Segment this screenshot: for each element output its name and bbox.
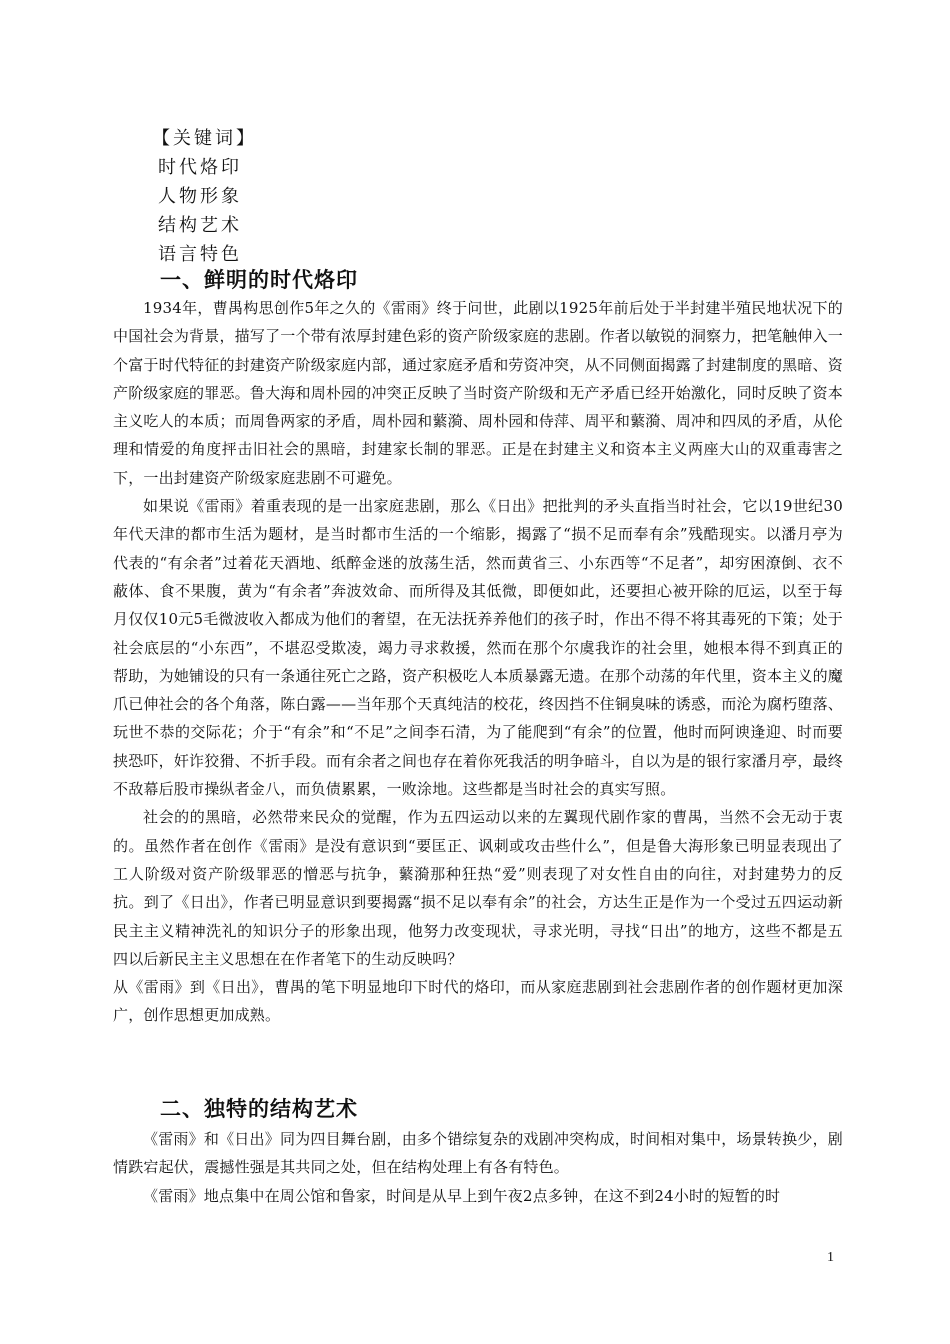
page-number: 1 xyxy=(827,1250,834,1265)
paragraph: 《雷雨》地点集中在周公馆和鲁家，时间是从早上到午夜2点多钟，在这不到24小时的短暂的时 xyxy=(143,1186,781,1205)
paragraph: 从《雷雨》到《日出》，曹禺的笔下明显地印下时代的烙印，而从家庭悲剧到社会悲剧作者的创作题材更加深广，创作思想更加成熟。 xyxy=(113,978,843,1025)
section-heading: 二、独特的结构艺术 xyxy=(160,1097,358,1121)
section-body xyxy=(113,1125,843,1210)
paragraph: 社会的的黑暗，必然带来民众的觉醒，作为五四运动以来的左翼现代剧作家的曹禺，当然不会无动于衷的。虽然作者在创作《雷雨》是没有意识到“要匡正、讽刺或攻击些什么”，但是鲁大海形象已明显表现出了工人阶级对资产阶级罪恶的憎恶与抗争，蘩漪那种狂热“爱”则表现了对女性自由的向往，对封建势力的反抗。到了《日出》，作者已明显意识到要揭露“损不足以奉有余”的社会，方达生正是作为一个受过五四运动新民主主义精神洗礼的知识分子的形象出现，他努力改变现状，寻求光明，寻找“日出”的地方，这些不都是五四以后新民主主义思想在在作者笔下的生动反映吗？ xyxy=(113,808,843,968)
keyword-item: 时代烙印 xyxy=(158,157,242,178)
keywords-heading: 【关键词】 xyxy=(152,128,257,149)
section-body xyxy=(113,294,843,1030)
section-heading: 一、鲜明的时代烙印 xyxy=(160,268,358,292)
paragraph: 1934年，曹禺构思创作5年之久的《雷雨》终于问世，此剧以1925年前后处于半封建半殖民地状况下的中国社会为背景，描写了一个带有浓厚封建色彩的资产阶级家庭的悲剧。作者以敏锐的洞察力，把笔触伸入一个富于时代特征的封建资产阶级家庭内部，通过家庭矛盾和劳资冲突，从不同侧面揭露了封建制度的黑暗、资产阶级家庭的罪恶。鲁大海和周朴园的冲突正反映了当时资产阶级和无产矛盾已经开始激化，同时反映了资本主义吃人的本质；而周鲁两家的矛盾，周朴园和蘩漪、周朴园和侍萍、周平和蘩漪、周冲和四凤的矛盾，从伦理和情爱的角度抨击旧社会的黑暗，封建家长制的罪恶。正是在封建主义和资本主义两座大山的双重毒害之下，一出封建资产阶级家庭悲剧不可避免。 xyxy=(113,299,843,487)
keyword-item: 语言特色 xyxy=(158,244,242,265)
paragraph: 《雷雨》和《日出》同为四目舞台剧，由多个错综复杂的戏剧冲突构成，时间相对集中，场景转换少，剧情跌宕起伏，震撼性强是其共同之处，但在结构处理上有各有特色。 xyxy=(113,1130,843,1177)
paragraph: 如果说《雷雨》着重表现的是一出家庭悲剧，那么《日出》把批判的矛头直指当时社会，它以19世纪30年代天津的都市生活为题材，是当时都市生活的一个缩影，揭露了“损不足而奉有余”残酷现实。以潘月亭为代表的“有余者”过着花天酒地、纸醉金迷的放荡生活，然而黄省三、小东西等“不足者”，却穷困潦倒、衣不蔽体、食不果腹，黄为“有余者”奔波效命、而所得及其低微，即便如此，还要担心被开除的厄运，以至于每月仅仅10元5毛微波收入都成为他们的奢望，在无法抚养养他们的孩子时，作出不得不将其毒死的下策；处于社会底层的“小东西”，不堪忍受欺凌，竭力寻求救援，然而在那个尔虞我诈的社会里，她根本得不到真正的帮助，为她铺设的只有一条通往死亡之路，资产积极吃人本质暴露无遗。在那个动荡的年代里，资本主义的魔爪已伸社会的各个角落，陈白露——当年那个天真纯洁的校花，终因挡不住铜臭味的诱惑，而沦为腐朽堕落、玩世不恭的交际花；介于“有余”和“不足”之间李石清，为了能爬到“有余”的位置，他时而阿谀逢迎、时而要挟恐吓，奸诈狡猾、不折手段。而有余者之间也存在着你死我活的明争暗斗，自以为是的银行家潘月亭，最终不敌幕后股市操纵者金八，而负债累累，一败涂地。这些都是当时社会的真实写照。 xyxy=(113,497,843,799)
keywords-block xyxy=(152,124,257,269)
keyword-item: 人物形象 xyxy=(158,186,242,207)
keyword-item: 结构艺术 xyxy=(158,215,242,236)
